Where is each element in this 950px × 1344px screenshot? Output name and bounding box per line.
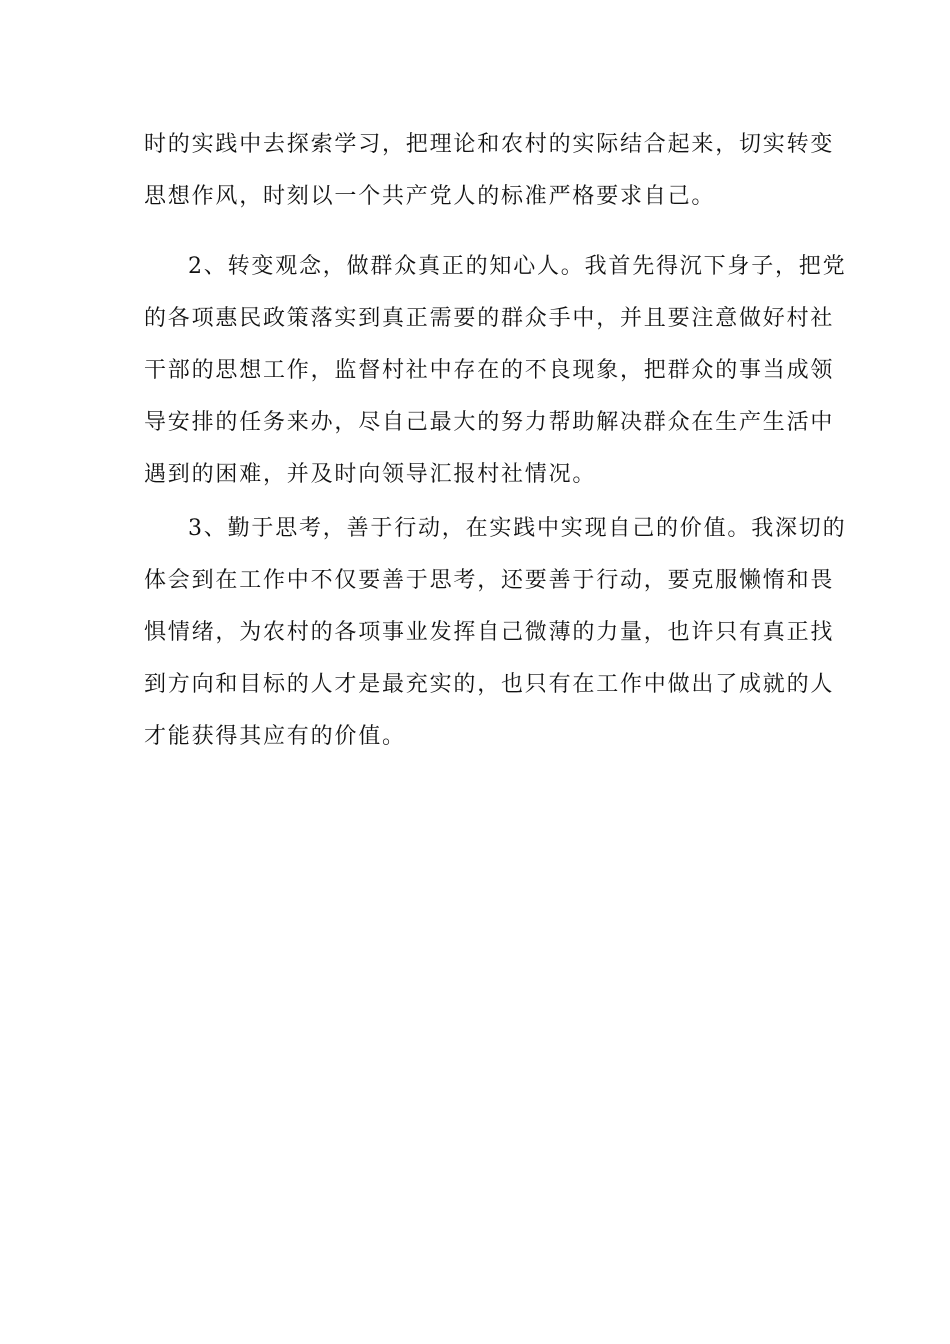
text-line: 的各项惠民政策落实到真正需要的群众手中，并且要注意做好村社 xyxy=(144,306,835,331)
text-line: 思想作风，时刻以一个共产党人的标准严格要求自己。 xyxy=(144,184,716,209)
text-line: 惧情绪，为农村的各项事业发挥自己微薄的力量，也许只有真正找 xyxy=(144,620,835,645)
text-line: 干部的思想工作，监督村社中存在的不良现象，把群众的事当成领 xyxy=(144,358,835,383)
text-line: 体会到在工作中不仅要善于思考，还要善于行动，要克服懒惰和畏 xyxy=(144,568,835,593)
text-line: 2、转变观念，做群众真正的知心人。我首先得沉下身子，把党 xyxy=(188,254,847,279)
text-line: 导安排的任务来办，尽自己最大的努力帮助解决群众在生产生活中 xyxy=(144,410,835,435)
text-line: 到方向和目标的人才是最充实的，也只有在工作中做出了成就的人 xyxy=(144,672,835,697)
text-line: 3、勤于思考，善于行动，在实践中实现自己的价值。我深切的 xyxy=(188,516,847,541)
text-line: 遇到的困难，并及时向领导汇报村社情况。 xyxy=(144,462,597,487)
text-line: 才能获得其应有的价值。 xyxy=(144,724,406,749)
text-line: 时的实践中去探索学习，把理论和农村的实际结合起来，切实转变 xyxy=(144,132,835,157)
